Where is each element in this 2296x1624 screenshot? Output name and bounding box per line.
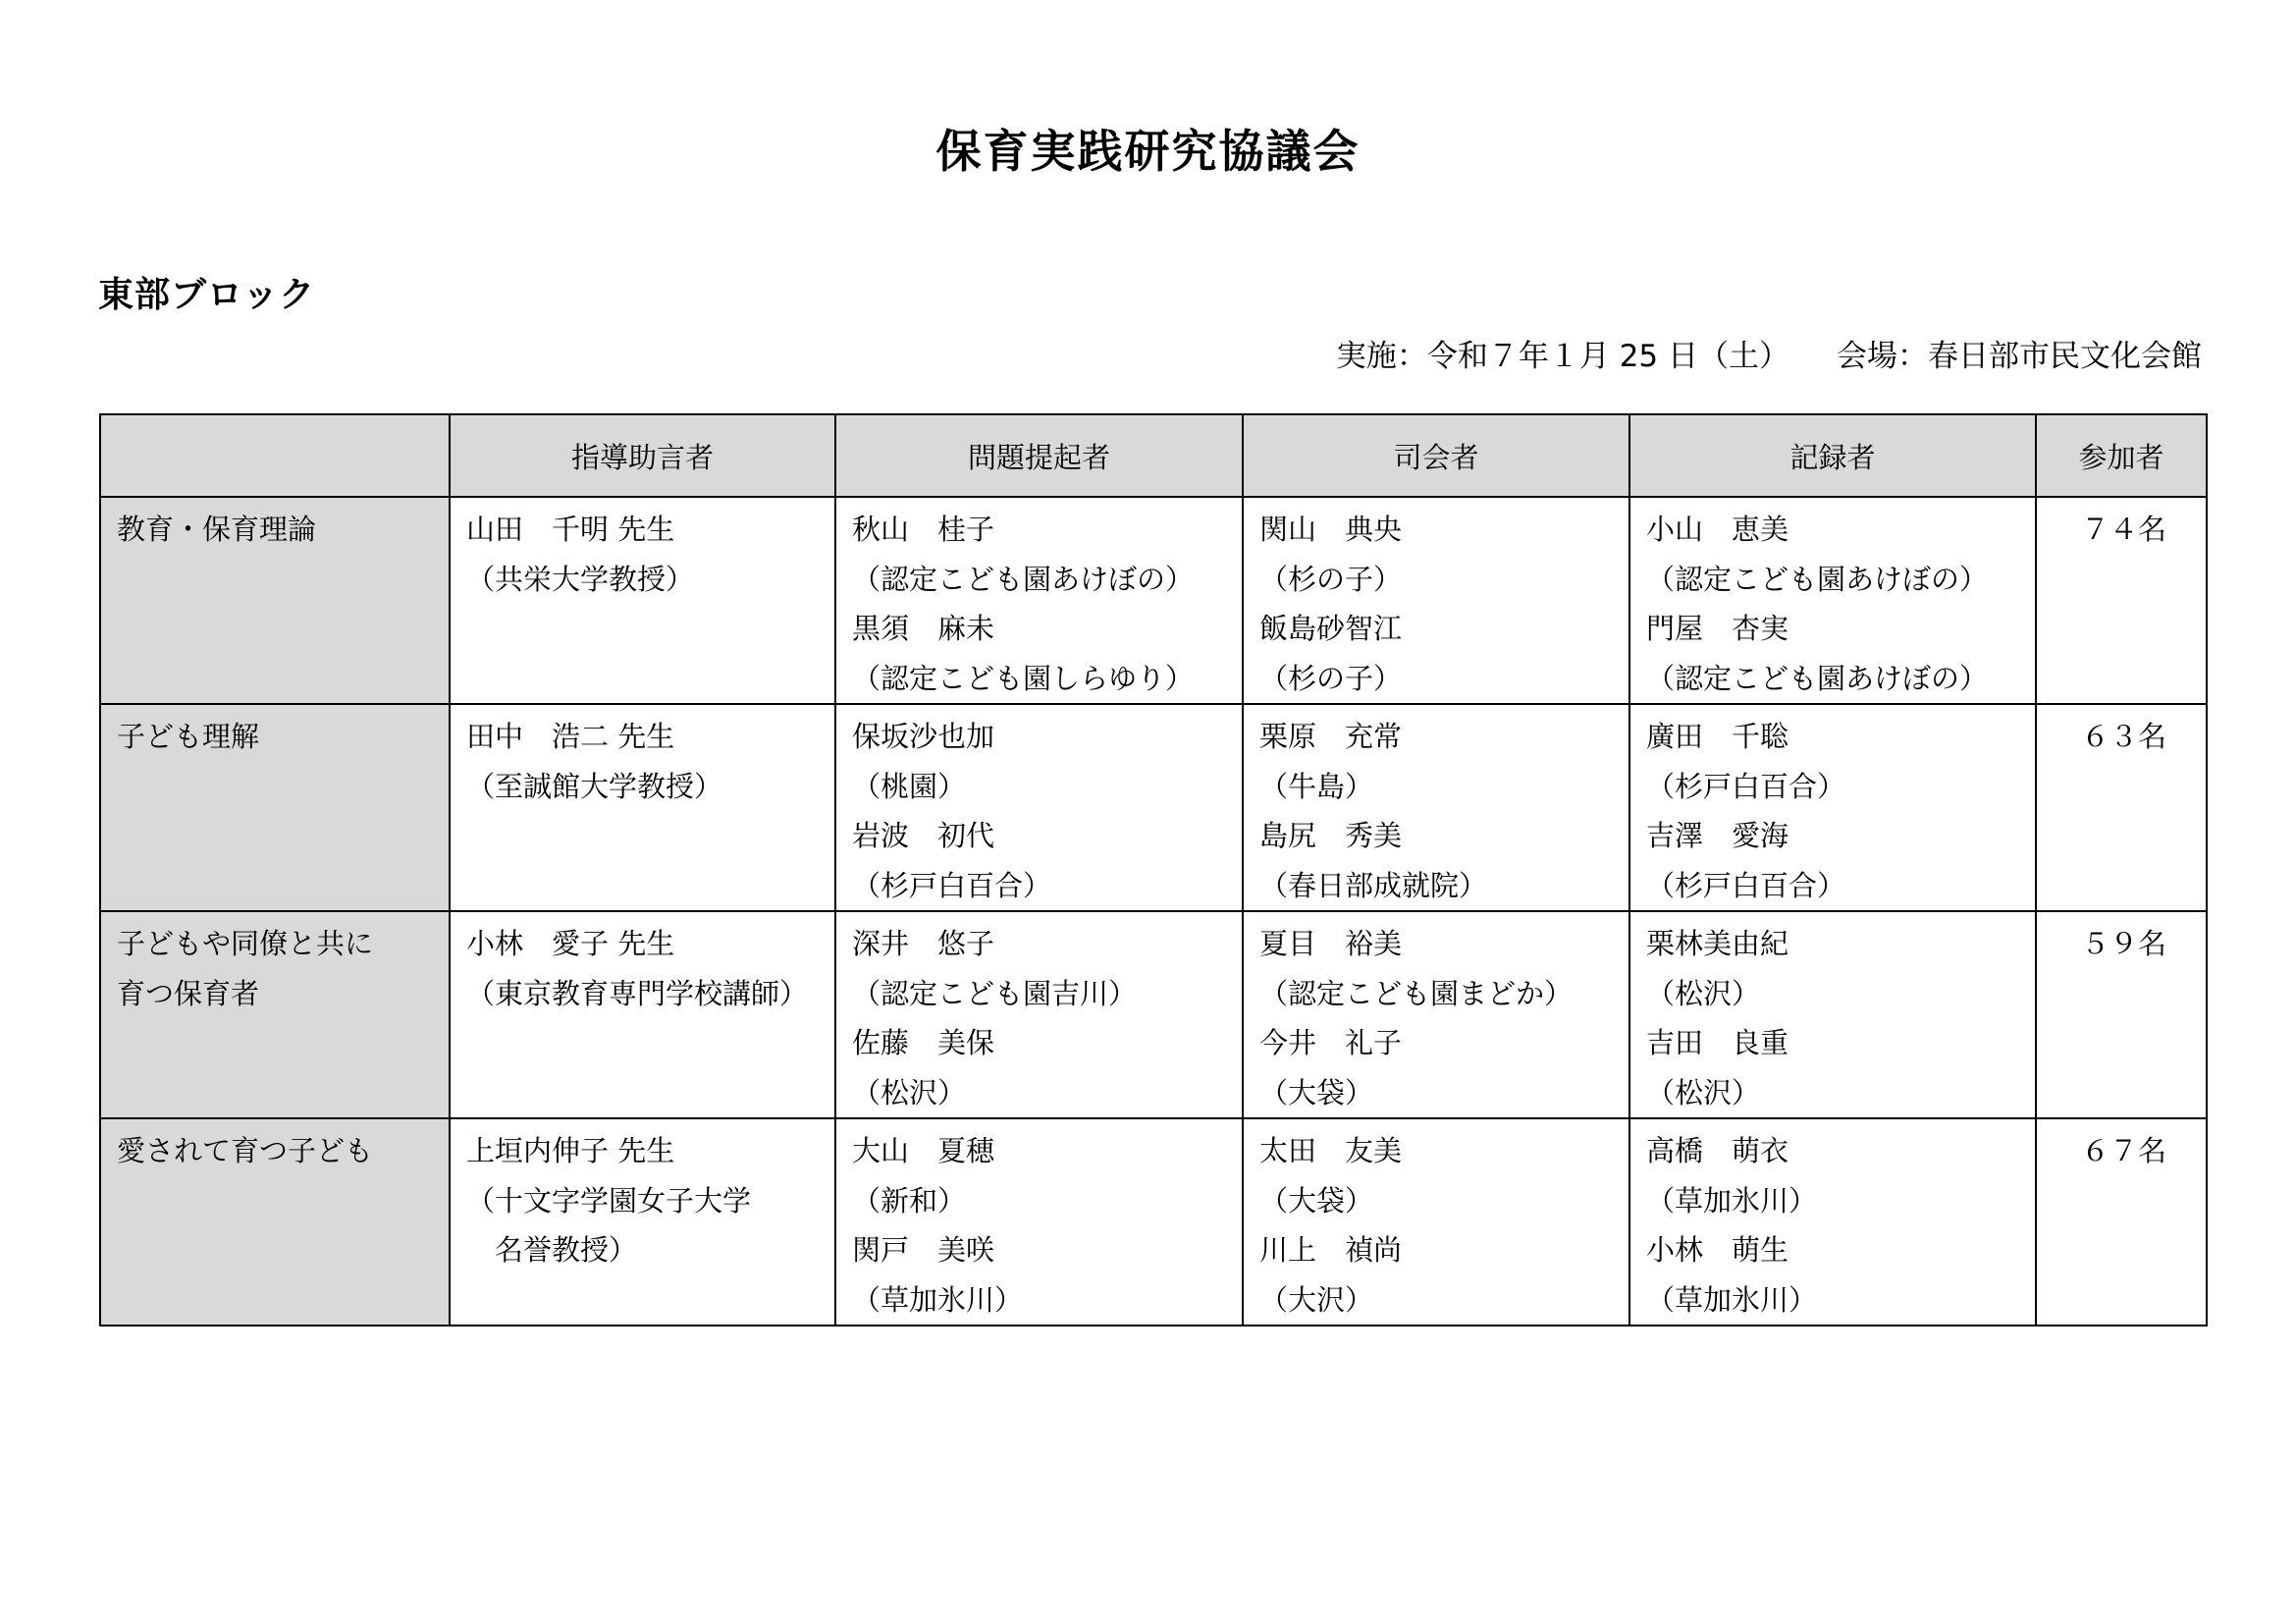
presenter-line: 岩波 初代 (852, 819, 995, 852)
presenter-line: （桃園） (852, 769, 967, 803)
recorder-line: 小山 恵美 (1646, 513, 1789, 546)
recorder-cell (1629, 497, 2036, 704)
moderator-line: （杉の子） (1259, 661, 1403, 695)
recorder-line: 吉澤 愛海 (1646, 819, 1789, 852)
advisor-cell (450, 704, 835, 911)
presenter-cell (835, 497, 1243, 704)
theme-cell (100, 497, 450, 704)
presenter-cell (835, 911, 1243, 1118)
moderator-line: （大沢） (1259, 1282, 1374, 1317)
recorder-line: 吉田 良重 (1646, 1026, 1789, 1059)
advisor-line: 名誉教授） (466, 1233, 638, 1267)
moderator-line: （杉の子） (1259, 562, 1403, 596)
moderator-line: 太田 友美 (1259, 1134, 1403, 1167)
participants-cell: ６３名 (2036, 704, 2207, 911)
recorder-line: 小林 萌生 (1646, 1233, 1789, 1267)
moderator-line: （認定こども園まどか） (1259, 976, 1574, 1010)
advisor-line: 山田 千明 先生 (466, 513, 675, 546)
block-title: 東部ブロック (98, 275, 316, 315)
recorder-line: （認定こども園あけぼの） (1646, 661, 1989, 695)
theme-line: 愛されて育つ子ども (117, 1134, 374, 1167)
participants-cell: ５９名 (2036, 911, 2207, 1118)
table-header-row (100, 414, 2207, 497)
theme-line: 育つ保育者 (117, 976, 260, 1010)
moderator-line: （大袋） (1259, 1183, 1374, 1218)
recorder-line: （認定こども園あけぼの） (1646, 562, 1989, 596)
theme-line: 子ども理解 (117, 720, 260, 753)
recorder-line: （松沢） (1646, 1075, 1761, 1110)
recorder-line: （草加氷川） (1646, 1282, 1818, 1317)
moderator-line: （牛島） (1259, 769, 1374, 803)
recorder-line: （杉戸白百合） (1646, 868, 1846, 902)
moderator-cell (1243, 911, 1629, 1118)
event-date: 実施：令和７年１月 25 日（土） (1335, 339, 1789, 374)
advisor-cell (450, 911, 835, 1118)
recorder-cell (1629, 704, 2036, 911)
moderator-line: 島尻 秀美 (1259, 819, 1403, 852)
presenter-line: 深井 悠子 (852, 927, 995, 960)
schedule-table (99, 413, 2208, 1326)
participants-cell: ７４名 (2036, 497, 2207, 704)
presenter-cell (835, 704, 1243, 911)
advisor-line: （共栄大学教授） (466, 562, 695, 596)
theme-line: 教育・保育理論 (117, 513, 317, 546)
presenter-line: 佐藤 美保 (852, 1026, 995, 1059)
presenter-line: （草加氷川） (852, 1282, 1024, 1317)
presenter-line: （認定こども園しらゆり） (852, 661, 1195, 695)
advisor-cell (450, 1118, 835, 1326)
header-theme (100, 414, 450, 497)
moderator-cell (1243, 704, 1629, 911)
theme-line: 子どもや同僚と共に (117, 927, 374, 960)
recorder-line: （草加氷川） (1646, 1183, 1818, 1218)
recorder-line: 門屋 杏実 (1646, 612, 1789, 645)
theme-cell (100, 911, 450, 1118)
header-recorder: 記録者 (1629, 414, 2036, 497)
recorder-line: （松沢） (1646, 976, 1761, 1010)
moderator-line: 今井 礼子 (1259, 1026, 1403, 1059)
advisor-cell (450, 497, 835, 704)
moderator-line: （春日部成就院） (1259, 868, 1488, 902)
recorder-line: 栗林美由紀 (1646, 927, 1789, 960)
moderator-line: 飯島砂智江 (1259, 612, 1403, 645)
presenter-line: 関戸 美咲 (852, 1233, 995, 1267)
participants-cell: ６７名 (2036, 1118, 2207, 1326)
theme-cell (100, 704, 450, 911)
presenter-line: （新和） (852, 1183, 967, 1218)
advisor-line: 小林 愛子 先生 (466, 927, 675, 960)
moderator-line: （大袋） (1259, 1075, 1374, 1110)
presenter-line: （認定こども園あけぼの） (852, 562, 1195, 596)
presenter-line: （杉戸白百合） (852, 868, 1052, 902)
recorder-cell (1629, 911, 2036, 1118)
advisor-line: （東京教育専門学校講師） (466, 976, 809, 1010)
presenter-line: 大山 夏穂 (852, 1134, 995, 1167)
advisor-line: 田中 浩二 先生 (466, 720, 675, 753)
presenter-line: （認定こども園吉川） (852, 976, 1138, 1010)
moderator-line: 関山 典央 (1259, 513, 1403, 546)
presenter-line: 秋山 桂子 (852, 513, 995, 546)
advisor-line: 上垣内伸子 先生 (466, 1134, 675, 1167)
moderator-cell (1243, 497, 1629, 704)
presenter-cell (835, 1118, 1243, 1326)
page-title: 保育実践研究協議会 (935, 125, 1361, 178)
event-venue: 会場：春日部市民文化会館 (1837, 339, 2202, 374)
header-participants: 参加者 (2036, 414, 2207, 497)
header-advisor: 指導助言者 (450, 414, 835, 497)
presenter-line: 保坂沙也加 (852, 720, 995, 753)
recorder-line: 高橋 萌衣 (1646, 1134, 1789, 1167)
presenter-line: （松沢） (852, 1075, 967, 1110)
table-row (100, 497, 2207, 704)
table-row (100, 911, 2207, 1118)
moderator-line: 栗原 充常 (1259, 720, 1403, 753)
event-meta (1336, 331, 2202, 375)
theme-cell (100, 1118, 450, 1326)
header-moderator: 司会者 (1243, 414, 1629, 497)
recorder-cell (1629, 1118, 2036, 1326)
moderator-cell (1243, 1118, 1629, 1326)
moderator-line: 夏目 裕美 (1259, 927, 1403, 960)
table-row (100, 1118, 2207, 1326)
recorder-line: （杉戸白百合） (1646, 769, 1846, 803)
moderator-line: 川上 禎尚 (1259, 1233, 1403, 1267)
advisor-line: （至誠館大学教授） (466, 769, 723, 803)
table-row (100, 704, 2207, 911)
advisor-line: （十文字学園女子大学 (466, 1183, 752, 1218)
recorder-line: 廣田 千聡 (1646, 720, 1789, 753)
presenter-line: 黒須 麻未 (852, 612, 995, 645)
header-presenter: 問題提起者 (835, 414, 1243, 497)
